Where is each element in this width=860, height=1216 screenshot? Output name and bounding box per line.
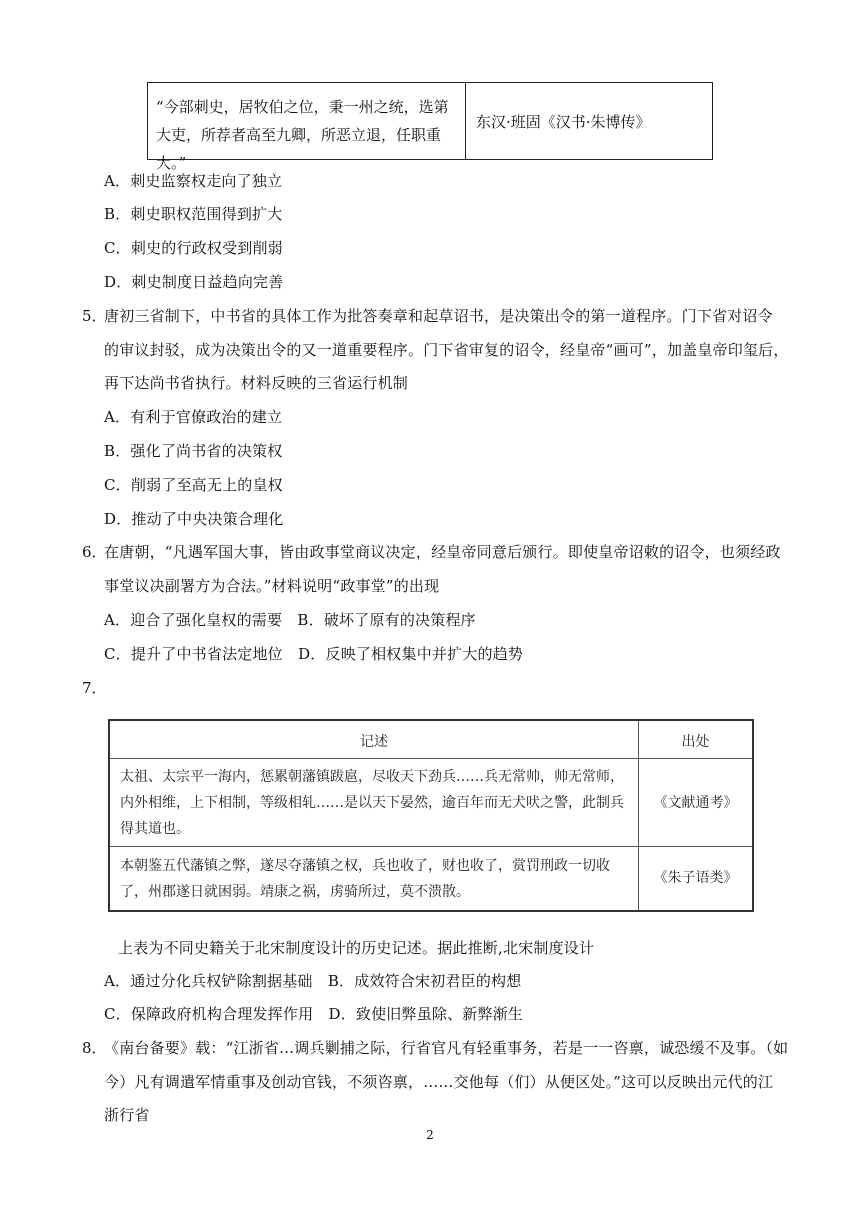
q8-stem-line-3: 浙行省	[104, 1106, 150, 1124]
q7-options-row-1: A．通过分化兵权铲除割据基础 B．成效符合宋初君臣的构想	[104, 972, 522, 990]
quote-line-1: “今部刺史，居牧伯之位，秉一州之统，选第	[156, 98, 449, 116]
q5-stem-line-3: 再下达尚书省执行。材料反映的三省运行机制	[104, 374, 409, 392]
quote-table	[147, 82, 713, 172]
q8-stem-line-2: 今）凡有调遣军情重事及创动官钱，不须咨禀，……交他每（们）从便区处。”这可以反映出元代的江	[104, 1073, 774, 1091]
row2-source: 《朱子语类》	[653, 870, 738, 886]
quote-source-cell: 东汉·班固《汉书·朱博传》	[476, 112, 651, 131]
q5-stem-line-1: 唐初三省制下，中书省的具体工作为批答奏章和起草诏书，是决策出令的第一道程序。门下省对诏令	[104, 307, 773, 325]
q4-option-c: C．刺史的行政权受到削弱	[104, 239, 283, 257]
q5-stem-line-2: 的审议封驳，成为决策出令的又一道重要程序。门下省审复的诏令，经皇帝“画可”，加盖皇帝印玺后，	[104, 341, 789, 359]
table-header-row	[110, 721, 752, 759]
q6-options-row-1: A．迎合了强化皇权的需要 B．破坏了原有的决策程序	[104, 611, 476, 629]
page-number: 2	[426, 1128, 434, 1142]
row2-record: 本朝鉴五代藩镇之弊，遂尽夺藩镇之权，兵也收了，财也收了，赏罚刑政一切收了，州郡遂日就困弱。靖康之祸，虏骑所过，莫不溃散。	[120, 858, 610, 900]
header-source: 出处	[681, 734, 710, 750]
q6-stem-line-1: 在唐朝，“凡遇军国大事，皆由政事堂商议决定，经皇帝同意后颁行。即使皇帝诏敕的诏令，也须经政	[104, 543, 781, 561]
q7-stem: 上表为不同史籍关于北宋制度设计的历史记述。据此推断,北宋制度设计	[118, 939, 595, 957]
table-row	[110, 847, 752, 912]
q6-stem-line-2: 事堂议决副署方为合法。”材料说明“政事堂”的出现	[104, 577, 440, 595]
q6-number: 6．	[82, 543, 107, 561]
q5-option-a: A．有利于官僚政治的建立	[104, 408, 283, 426]
q6-options-row-2: C．提升了中书省法定地位 D．反映了相权集中并扩大的趋势	[104, 645, 524, 663]
row1-record: 太祖、太宗平一海内，惩累朝藩镇跋扈，尽收天下劲兵……兵无常帅，帅无常师，内外相维，上下相制，等级相轧……是以天下晏然，逾百年而无犬吠之警，此制兵得其道也。	[120, 769, 624, 837]
q4-option-b: B．刺史职权范围得到扩大	[104, 205, 283, 223]
q7-options-row-2: C．保障政府机构合理发挥作用 D．致使旧弊虽除、新弊渐生	[104, 1005, 524, 1023]
q5-option-c: C．削弱了至高无上的皇权	[104, 476, 283, 494]
header-record: 记述	[360, 734, 388, 750]
q5-option-d: D．推动了中央决策合理化	[104, 510, 284, 528]
row1-source: 《文献通考》	[653, 795, 738, 811]
table-row	[110, 758, 752, 847]
history-records-table	[108, 719, 754, 912]
q8-stem-line-1: 《南台备要》载：“江浙省…调兵剿捕之际，行省官凡有轻重事务，若是一一咨禀，诚恐缓不及事。（如	[104, 1039, 789, 1057]
quote-cell	[148, 83, 466, 172]
q4-option-a: A．刺史监察权走向了独立	[104, 172, 283, 190]
q7-number: 7．	[82, 679, 107, 697]
q4-option-d: D．刺史制度日益趋向完善	[104, 273, 284, 291]
q5-number: 5．	[82, 307, 107, 325]
q8-number: 8．	[82, 1039, 107, 1057]
quote-line-2: 大吏，所荐者高至九卿，所恶立退，任职重大。”	[156, 126, 442, 172]
q5-option-b: B．强化了尚书省的决策权	[104, 442, 283, 460]
